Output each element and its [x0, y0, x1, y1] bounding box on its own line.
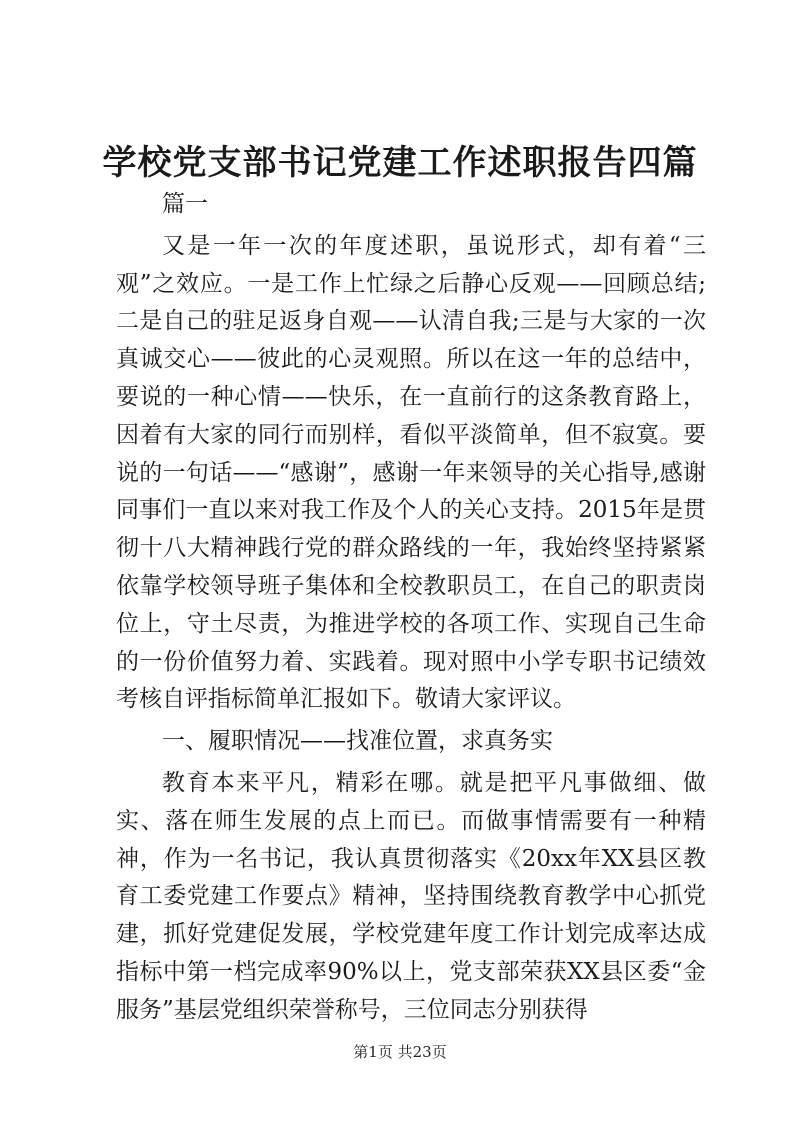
- total-pages-number: 23: [412, 1043, 432, 1061]
- section-label: 篇一: [162, 191, 208, 217]
- section-heading: 一、履职情况——找准位置，求真务实: [162, 728, 553, 755]
- body-paragraph: 又是一年一次的年度述职，虽说形式，却有着“三观”之效应。一是工作上忙绿之后静心反观——回顾总结;二是自己的驻足返身自观——认清自我;三是与大家的一次真诚交心——彼此的心灵观照。所以在这一年的总结中，要说的一种心情——快乐，在一直前行的这条教育路上，因着有大家的同行而别样，看似平淡简单，但不寂寞。要说的一句话——“感谢”，感谢一年来领导的关心指导,感谢同事们一直以来对我工作及个人的关心支持。2015年是贯彻十八大精神践行党的群众路线的一年，我始终坚持紧紧依靠学校领导班子集体和全校教职员工，在自己的职责岗位上，守土尽责，为推进学校的各项工作、实现自己生命的一份价值努力着、实践着。现对照中小学专职书记绩效考核自评指标简单汇报如下。敬请大家评议。: [116, 232, 706, 713]
- body-paragraph: 教育本来平凡，精彩在哪。就是把平凡事做细、做实、落在师生发展的点上而已。而做事情需要有一种精神，作为一名书记，我认真贯彻落实《20xx年XX县区教育工委党建工作要点》精神，坚持围绕教育教学中心抓党建，抓好党建促发展，学校党建年度工作计划完成率达成指标中第一档完成率90%以上，党支部荣获XX县区委“金服务”基层党组织荣誉称号，三位同志分别获得: [116, 769, 706, 1023]
- page-footer: [0, 1042, 800, 1062]
- current-page-number: 1: [368, 1043, 378, 1061]
- page-label-suffix: 页: [431, 1043, 447, 1061]
- page-label-mid: 页 共: [377, 1043, 413, 1061]
- document-body: [116, 186, 706, 1030]
- document-title: 学校党支部书记党建工作述职报告四篇: [102, 143, 698, 183]
- page-label-prefix: 第: [353, 1043, 369, 1061]
